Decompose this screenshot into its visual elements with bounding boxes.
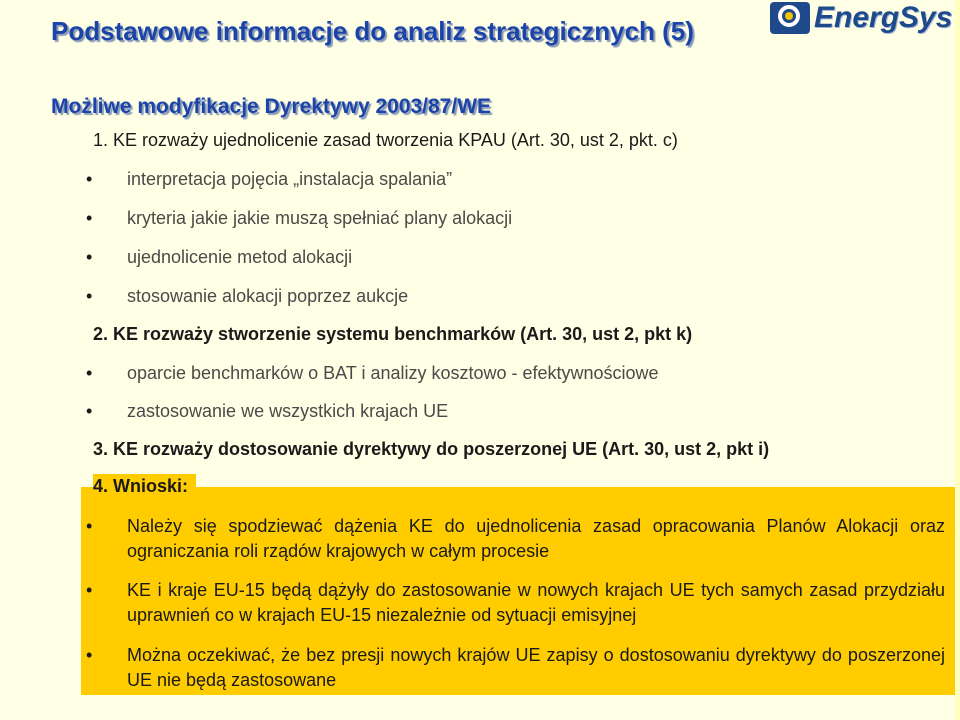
slide-subtitle: Możliwe modyfikacje Dyrektywy 2003/87/WE [51, 95, 492, 118]
slide-title: Podstawowe informacje do analiz strategicznych (5) [51, 16, 694, 46]
section3-heading: 3. KE rozważy dostosowanie dyrektywy do poszerzonej UE (Art. 30, ust 2, pkt i) [93, 439, 770, 459]
bullet-icon: • [86, 580, 93, 600]
bullet-icon: • [86, 208, 93, 228]
conclusion-bullet-3: Można oczekiwać, że bez presji nowych krajów UE zapisy o dostosowaniu dyrektywy do poszerzonej UE nie będą zastosowane [127, 645, 945, 690]
right-edge-bar [955, 0, 960, 720]
bullet-icon: • [86, 516, 93, 536]
bullet-icon: • [86, 401, 93, 421]
logo-text: EnergSys [814, 1, 953, 34]
section1-bullet-3: ujednolicenie metod alokacji [127, 247, 353, 267]
section1-heading: 1. KE rozważy ujednolicenie zasad tworzenia KPAU (Art. 30, ust 2, pkt. c) [93, 130, 678, 150]
section2-bullet-2: zastosowanie we wszystkich krajach UE [127, 401, 449, 421]
section1-bullet-1: interpretacja pojęcia „instalacja spalania” [127, 169, 453, 189]
conclusion-bullet-1: Należy się spodziewać dążenia KE do ujednolicenia zasad opracowania Planów Alokacji oraz ograniczania roli rządów krajowych w całym procesie [127, 516, 945, 561]
bullet-icon: • [86, 645, 93, 665]
section1-bullet-2: kryteria jakie jakie muszą spełniać plany alokacji [127, 208, 513, 228]
bullet-icon: • [86, 363, 93, 383]
bullet-icon: • [86, 286, 93, 306]
bullet-icon: • [86, 169, 93, 189]
section2-bullet-1: oparcie benchmarków o BAT i analizy kosztowo - efektywnościowe [127, 363, 659, 383]
section2-heading: 2. KE rozważy stworzenie systemu benchmarków (Art. 30, ust 2, pkt k) [93, 324, 693, 344]
bullet-icon: • [86, 247, 93, 267]
conclusions-heading: 4. Wnioski: [93, 474, 196, 498]
section1-bullet-4: stosowanie alokacji poprzez aukcje [127, 286, 409, 306]
conclusion-bullet-2: KE i kraje EU-15 będą dążyły do zastosowanie w nowych krajach UE tych samych zasad przydziału uprawnień co w krajach EU-15 niezależnie od sytuacji emisyjnej [127, 580, 945, 625]
